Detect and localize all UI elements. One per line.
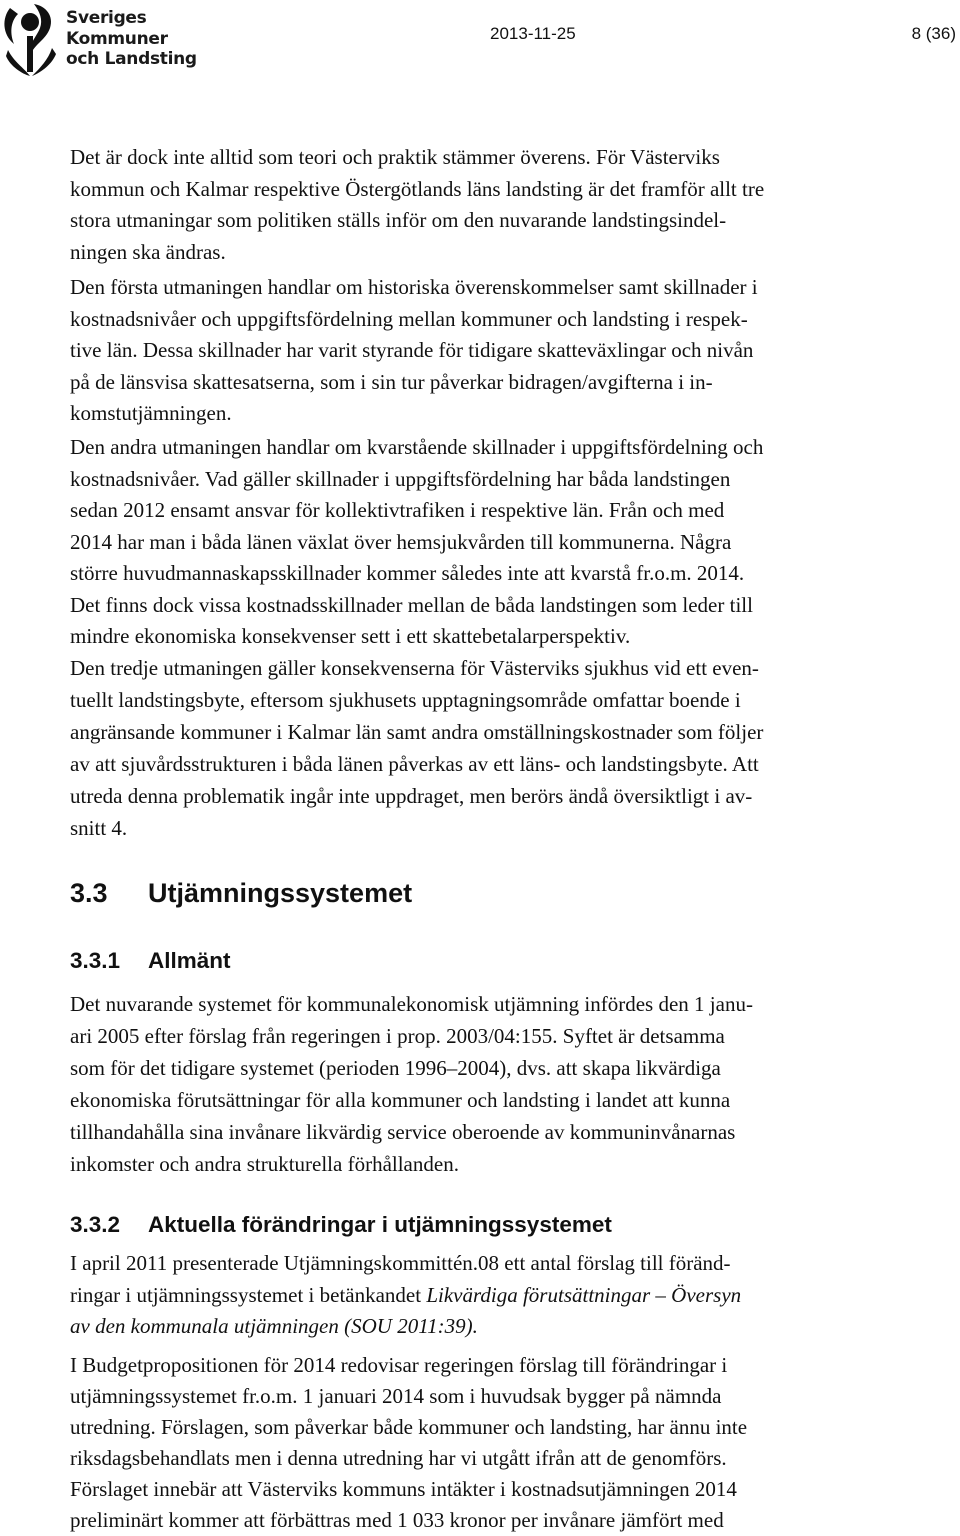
- heading-number: 3.3: [70, 878, 108, 908]
- header-date: 2013-11-25: [490, 24, 576, 43]
- text-line: I Budgetpropositionen för 2014 redovisar regeringen förslag till förändringar i: [70, 1353, 728, 1377]
- text-line: av att sjuvårdsstrukturen i båda länen påverkas av ett läns- och landstingsbyte. Att: [70, 752, 759, 776]
- text-line: stora utmaningar som politiken ställs inför om den nuvarande landstingsindel-: [70, 208, 727, 232]
- text-line: 2014 har man i båda länen växlat över hemsjukvården till kommunerna. Några: [70, 529, 732, 554]
- text-line: kostnadsnivåer. Vad gäller skillnader i uppgiftsfördelning har båda landstingen: [70, 466, 731, 491]
- text-line: ekonomiska förutsättningar för alla kommuner och landsting i landet att kunna: [70, 1088, 731, 1112]
- text-line: Det finns dock vissa kostnadsskillnader mellan de båda landstingen som leder till: [70, 592, 753, 617]
- text-line: kommun och Kalmar respektive Östergötlands läns landsting är det framför allt tre: [70, 176, 765, 201]
- text-line: Förslaget innebär att Västerviks kommuns intäkter i kostnadsutjämningen 2014: [70, 1477, 737, 1501]
- paragraph-2: [70, 272, 900, 430]
- text-line: [70, 1311, 900, 1343]
- text-line: utreda denna problematik ingår inte uppdraget, men berörs ändå översiktligt i av-: [70, 784, 753, 808]
- report-title-italic: av den kommunala utjämningen (SOU 2011:39).: [70, 1314, 478, 1338]
- text-line: sedan 2012 ensamt ansvar för kollektivtrafiken i respektive län. Från och med: [70, 498, 725, 522]
- logo-line-1: Sveriges: [66, 8, 147, 28]
- heading-title: Aktuella förändringar i utjämningssystemet: [148, 1212, 612, 1237]
- text-line: ningen ska ändras.: [70, 239, 226, 264]
- text-line: tillhandahålla sina invånare likvärdig service oberoende av kommuninvånarnas: [70, 1120, 736, 1144]
- text-line: större huvudmannaskapsskillnader kommer således inte att kvarstå fr.o.m. 2014.: [70, 561, 745, 585]
- section-heading-3-3: [70, 878, 412, 909]
- report-title-italic: Likvärdiga förutsättningar – Översyn: [426, 1282, 742, 1307]
- paragraph-3: [70, 432, 900, 653]
- text-line: kostnadsnivåer och uppgiftsfördelning mellan kommuner och landsting i respek-: [70, 306, 748, 331]
- logo-line-3: och Landsting: [66, 49, 197, 69]
- logo-emblem-icon: [0, 0, 64, 80]
- logo-wordmark: [66, 8, 197, 70]
- text-line: Den första utmaningen handlar om historiska överenskommelser samt skillnader i: [70, 275, 758, 299]
- paragraph-1: [70, 142, 900, 268]
- subsection-heading-3-3-1: [70, 948, 231, 974]
- text-segment: ringar i utjämningssystemet i betänkandet: [70, 1282, 427, 1307]
- text-line: snitt 4.: [70, 816, 128, 840]
- text-line: som för det tidigare systemet (perioden 1996–2004), dvs. att skapa likvärdiga: [70, 1056, 721, 1080]
- text-line: utjämningssystemet fr.o.m. 1 januari 2014 som i huvudsak bygger på nämnda: [70, 1384, 722, 1408]
- paragraph-7: [70, 1350, 900, 1536]
- text-line: Det nuvarande systemet för kommunalekonomisk utjämning infördes den 1 janu-: [70, 992, 753, 1016]
- text-line: angränsande kommuner i Kalmar län samt andra omställningskostnader som följer: [70, 720, 764, 744]
- text-line: Det är dock inte alltid som teori och praktik stämmer överens. För Västerviks: [70, 145, 720, 169]
- text-line: I april 2011 presenterade Utjämningskommittén.08 ett antal förslag till föränd-: [70, 1251, 731, 1275]
- paragraph-5: [70, 988, 900, 1180]
- text-line: Den andra utmaningen handlar om kvarstående skillnader i uppgiftsfördelning och: [70, 435, 764, 459]
- subsection-heading-3-3-2: [70, 1212, 612, 1238]
- skl-logo: [0, 0, 200, 80]
- text-line: Den tredje utmaningen gäller konsekvenserna för Västerviks sjukhus vid ett even-: [70, 656, 759, 680]
- text-line: mindre ekonomiska konsekvenser sett i ett skattebetalarperspektiv.: [70, 624, 631, 648]
- text-line: komstutjämningen.: [70, 401, 232, 425]
- heading-title: Allmänt: [148, 948, 231, 973]
- text-line: [70, 1280, 900, 1312]
- text-line: ari 2005 efter förslag från regeringen i prop. 2003/04:155. Syftet är detsamma: [70, 1024, 725, 1048]
- text-line: inkomster och andra strukturella förhållanden.: [70, 1152, 459, 1176]
- logo-line-2: Kommuner: [66, 28, 168, 49]
- header-page-number: 8 (36): [911, 24, 956, 43]
- text-line: preliminärt kommer att förbättras med 1 033 kronor per invånare jämfört med: [70, 1508, 724, 1532]
- text-line: tive län. Dessa skillnader har varit styrande för tidigare skatteväxlingar och nivån: [70, 338, 754, 362]
- text-line: tuellt landstingsbyte, eftersom sjukhusets upptagningsområde omfattar boende i: [70, 688, 741, 712]
- heading-number: 3.3.2: [70, 1212, 121, 1237]
- heading-title: Utjämningssystemet: [148, 878, 413, 908]
- paragraph-4: [70, 652, 900, 844]
- text-line: på de länsvisa skattesatserna, som i sin tur påverkar bidragen/avgifterna i in-: [70, 369, 713, 394]
- text-line: riksdagsbehandlats men i denna utredning har vi utgått ifrån att de genomförs.: [70, 1446, 727, 1470]
- text-line: utredning. Förslagen, som påverkar både kommuner och landsting, har ännu inte: [70, 1415, 748, 1439]
- heading-number: 3.3.1: [70, 948, 121, 973]
- paragraph-6: [70, 1248, 900, 1343]
